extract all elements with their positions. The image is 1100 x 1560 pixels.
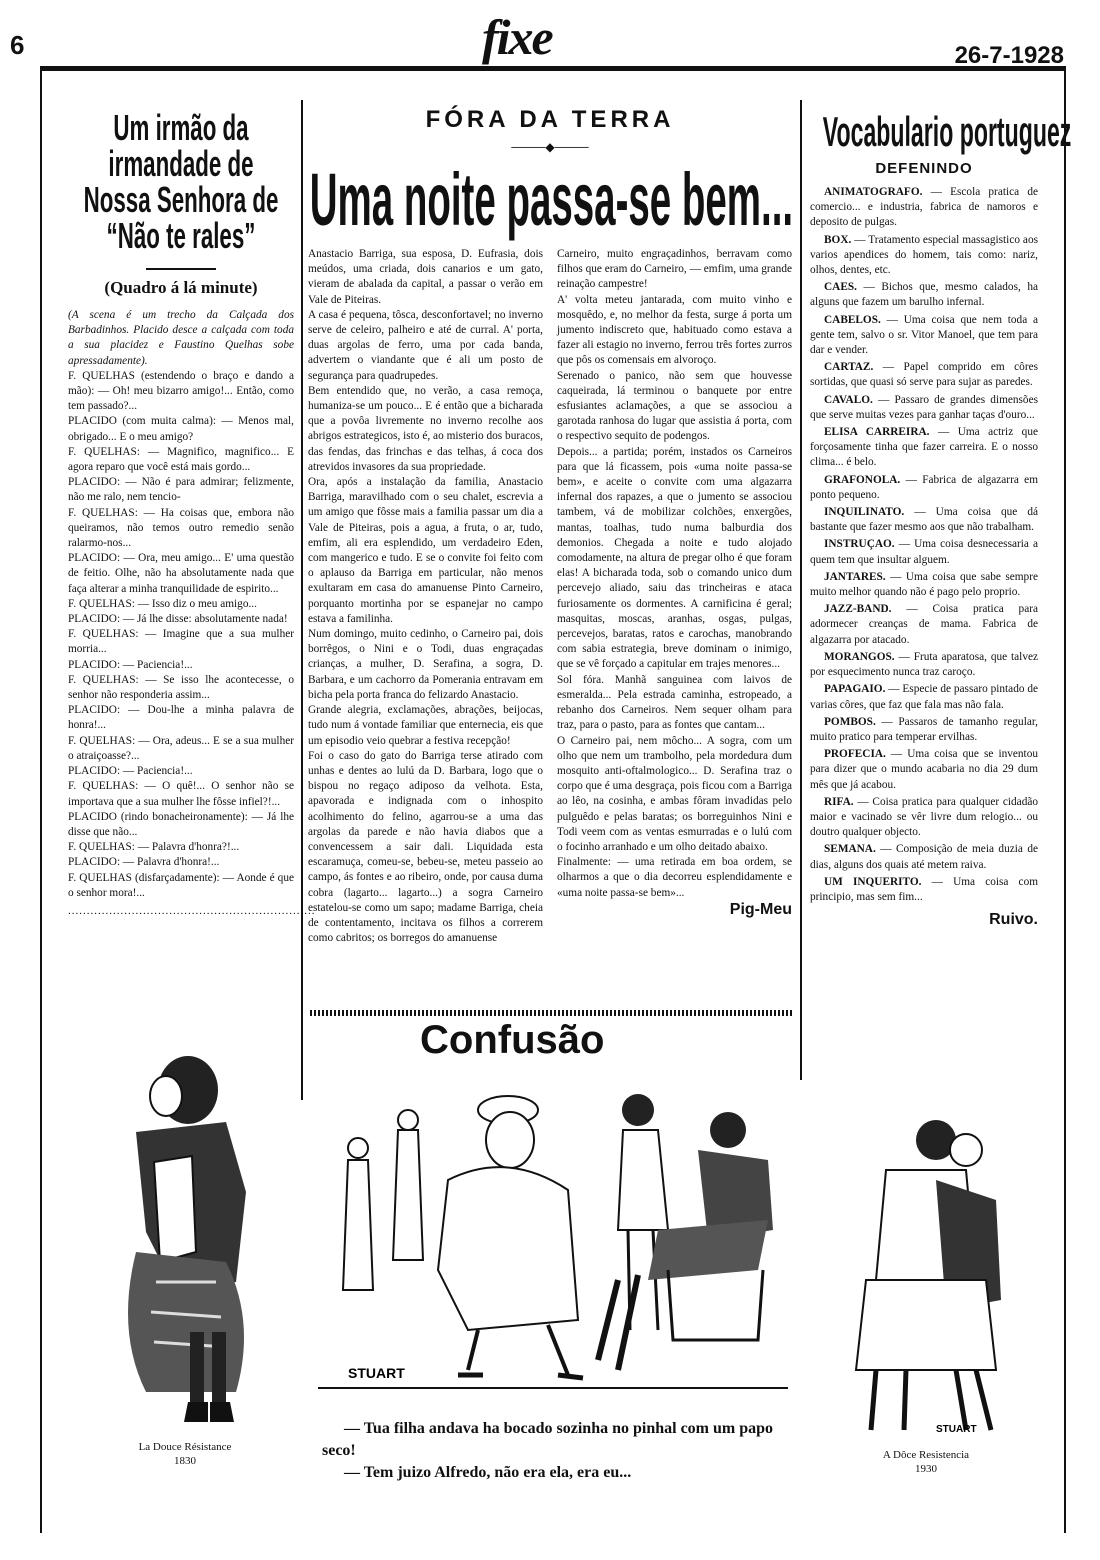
- vocabulary-entry: [810, 280, 1038, 310]
- vocabulary-term: CARTAZ.: [824, 361, 874, 374]
- paragraph: Anastacio Barriga, sua esposa, D. Eufrasia, dois meúdos, uma criada, dois canarios e um gato, vieram de abalada da capital, a passar o verão em Vale de Piteiras.: [308, 248, 543, 306]
- section-title-fora-da-terra: FÓRA DA TERRA: [425, 106, 675, 133]
- vocabulary-entry: [810, 185, 1038, 231]
- vocabulary-term: SEMANA.: [824, 843, 876, 856]
- dialogue-line: F. QUELHAS (estendendo o braço e dando a mão): — Oh! meu bizarro amigo!... Então, como tem passado?...: [68, 369, 294, 413]
- title-divider: [146, 268, 216, 270]
- article-subtitle-quadro: (Quadro á lá minute): [104, 278, 258, 297]
- vocabulary-entry: [810, 505, 1038, 535]
- stage-direction: (A scena é um trecho da Calçada dos Barbadinhos. Placido desce a calçada com toda a sua placidez e Faustino Quelhas sobe apressadamente).: [68, 309, 294, 367]
- dialogue-line: F. QUELHAS: — O quê!... O senhor não se importava que a sua mulher lhe fôsse infiel?!...: [68, 780, 294, 808]
- illustration-signature: STUART: [936, 1424, 977, 1435]
- illustration-douce-resistance: [96, 1032, 274, 1432]
- vocabulary-definition: — Passaros de tamanho regular, muito pratico para temperar ervilhas.: [810, 715, 1038, 743]
- vocabulary-entry: [810, 747, 1038, 793]
- paragraph: Bem entendido que, no verão, a casa remoça, humaniza-se um pouco... E é então que a bicharada que a povôa livremente no inverno recolhe aos abrigos estrategicos, isto é, ao misterio dos buracos, das fendas, das frinchas e das telhas, á coca dos atrevidos invasores da sua propriedade.: [308, 384, 543, 473]
- vocabulary-definition: — Papel comprido em côres sortidas, que quasi só serve para sujar as paredes.: [810, 361, 1039, 389]
- vocabulary-entry: [810, 360, 1038, 390]
- vocabulary-entry: [810, 842, 1038, 872]
- article-subtitle-defenindo: DEFENINDO: [875, 160, 973, 177]
- article-column-b: [557, 247, 792, 946]
- vocabulary-entry: [810, 313, 1038, 359]
- author-signature: Ruivo.: [989, 911, 1038, 929]
- vocabulary-entry: [810, 795, 1038, 841]
- dialogue-line: PLACIDO: — Já lhe disse: absolutamente nada!: [68, 613, 288, 626]
- vocabulary-term: BOX.: [824, 233, 852, 246]
- dialogue-line: PLACIDO (com muita calma): — Menos mal, obrigado... E o meu amigo?: [68, 415, 294, 443]
- dialogue-text: [68, 308, 294, 901]
- vocabulary-definition: — Tratamento especial massagistico aos varios apendices do homem, tais como: nariz, olhos, dentes, etc.: [810, 233, 1038, 277]
- caption-douce-resistance: [96, 1440, 274, 1468]
- cartoon-title: Confusão: [420, 1018, 605, 1062]
- article-title-vocabulario: Vocabulario portuguez: [822, 108, 1072, 155]
- vocabulary-definition: — Uma actriz que forçosamente tinha que fazer carreira. E o nosso clima... é belo.: [810, 426, 1038, 469]
- dotted-separator: ..................................................................: [68, 904, 316, 917]
- article-column-a: [308, 247, 543, 946]
- vocabulary-definition: — Coisa pratica para adormecer creanças de mama. Fabrica de algazarra por atacado.: [810, 603, 1038, 646]
- dialogue-line: F. QUELHAS: — Isso diz o meu amigo...: [68, 597, 257, 610]
- vocabulary-definition: — Escola pratica de comercio... e industria, fabrica de namoros e deposito de pulgas.: [810, 186, 1038, 229]
- column-rule-right: [800, 100, 802, 1080]
- vocabulary-entry: [810, 715, 1038, 745]
- vocabulary-definition: — Uma coisa que sabe sempre muito melhor quando não é pago pelo proprio.: [810, 570, 1038, 599]
- vocabulary-definition: — Fruta aparatosa, que talvez por esquecimento nunca traz caroço.: [810, 650, 1038, 679]
- paragraph: Ora, após a instalação da familia, Anastacio Barriga, maravilhado com o seu chalet, escrevia a um amigo que fôsse mais a familia passar um dia a Vale de Piteiras, pois a agua, a fruta, o ar, tudo, emfim, ali era esplendido, um verdadeiro Eden, com mangerico e tudo. E se o convite foi feito com o aplauso da Barriga em particular, não menos exultaram em casa do amanuense Pinto Carneiro, porquanto mortinha por se espanejar no campo estava a familinha.: [308, 476, 543, 625]
- dialogue-line: PLACIDO: — Paciencia!...: [68, 765, 193, 778]
- vocabulary-entry: [810, 473, 1038, 503]
- issue-date: 26-7-1928: [954, 42, 1064, 69]
- vocabulary-definition: — Coisa pratica para qualquer cidadão maior e vacinado se vêr livre dum relogio... ou doutro qualquer objecto.: [810, 795, 1039, 839]
- vocabulary-term: ELISA CARREIRA.: [824, 426, 930, 439]
- newspaper-logo: fixe: [482, 9, 552, 65]
- vocabulary-definition: — Bichos que, mesmo calados, ha alguns que fazem um barulho infernal.: [810, 281, 1038, 309]
- dialogue-line: PLACIDO: — Paciencia!...: [68, 658, 193, 671]
- hatched-divider: [310, 1010, 792, 1016]
- vocabulary-definition: — Uma coisa que nem toda a gente tem, salvo o sr. Vitor Manoel, que tem para dar e vender.: [810, 313, 1039, 357]
- paragraph: A casa é pequena, tôsca, desconfortavel; no inverno serve de celeiro, palheiro e até de curral. A' porta, duas argolas de ferro, uma por cada banda, advertem o viandante que é ali um posto de segurança para quadrupedes.: [308, 308, 543, 382]
- dialogue-line: PLACIDO: — Dou-lhe a minha palavra de honra!...: [68, 704, 294, 732]
- dialogue-line: PLACIDO: — Palavra d'honra!...: [68, 856, 220, 869]
- vocabulary-entry: [810, 875, 1038, 905]
- column-rule-left: [301, 100, 303, 1100]
- dialogue-line: F. QUELHAS: — Magnifico, magnifico... E agora reparo que você está mais gordo...: [68, 445, 294, 474]
- vocabulary-entry: [810, 682, 1038, 712]
- paragraph: Serenado o panico, não sem que houvesse caqueirada, lá terminou o banquete por entre esfusiantes aclamações, a que se associou a garotada ranhosa do lugar que assistia á porta, com o respectivo sequito de podengos.: [557, 369, 792, 443]
- caption-line: La Douce Résistance: [138, 1441, 232, 1453]
- page-number: 6: [10, 30, 25, 60]
- vocabulary-definition: — Uma coisa com principio, mas sem fim...: [810, 875, 1039, 903]
- paragraph: Num domingo, muito cedinho, o Carneiro pai, dois borrêgos, o Nini e o Todi, duas engraçadas crianças, a mulher, D. Serafina, a sogra, D. Barbara, e um cachorro da Pomerania entravam em bicha pela porta franca do felizardo Anastacio.: [308, 628, 543, 701]
- caption-doce-resistencia: [826, 1448, 1026, 1476]
- vocabulary-entry: [810, 570, 1038, 600]
- vocabulary-term: MORANGOS.: [824, 650, 895, 663]
- paragraph: A' volta meteu jantarada, com muito vinho e mosquêdo, e, no melhor da festa, surge á porta um jumento indiscreto que, habituado como estava a fazer ali estagio no inverno, ferrou três fortes zurros que pôs os comensais em alvoroço.: [557, 293, 792, 367]
- cartoon-signature: STUART: [348, 1365, 405, 1381]
- paragraph: Grande alegria, exclamações, abrações, beijocas, tudo num á vontade familiar que enternecia, eis que um episodio veio quebrar a festiva recepção!: [308, 704, 543, 747]
- ornament-divider: ────◆────: [511, 140, 589, 154]
- vocabulary-definition: — Especie de passaro pintado de varias côres, que faz que fala mas não fala.: [810, 683, 1039, 711]
- author-signature: Pig-Meu: [729, 900, 792, 918]
- vocabulary-term: JAZZ-BAND.: [824, 603, 892, 616]
- vocabulary-term: INQUILINATO.: [824, 506, 905, 519]
- dialogue-line: F. QUELHAS: — Ha coisas que, embora não queiramos, não temos outro remedio senão ralarmo-nos...: [68, 506, 294, 550]
- dialogue-line: PLACIDO: — Ora, meu amigo... E' uma questão de feitio. Olhe, não ha absolutamente nada que faça alterar a minha tranquilidade de espirito...: [68, 552, 294, 595]
- vocabulary-entry: [810, 602, 1038, 648]
- caption-year: 1830: [174, 1455, 196, 1467]
- caption-year: 1930: [915, 1463, 937, 1475]
- dialogue-line: PLACIDO: — Não é para admirar; felizmente, não me ralo, nem tencio-: [68, 476, 294, 504]
- vocabulary-term: CAVALO.: [824, 393, 873, 406]
- cartoon-confusao-drawing: [318, 1070, 788, 1400]
- vocabulary-term: PAPAGAIO.: [824, 683, 886, 696]
- dialogue-line: F. QUELHAS (disfarçadamente): — Aonde é que o senhor mora!...: [68, 871, 294, 899]
- article-title-irmao: Um irmão da irmandade de Nossa Senhora de “Não te rales”: [83, 107, 279, 256]
- vocabulary-definition: — Passaro de grandes dimensões que serve muitas vezes para ganhar taças d'ouro...: [810, 393, 1038, 421]
- vocabulary-term: GRAFONOLA.: [824, 473, 901, 486]
- vocabulary-entry: [810, 650, 1038, 680]
- paragraph: Finalmente: — uma retirada em boa ordem, se olharmos a que o dia decorreu esplendidamente e «uma noite passa-se bem»...: [557, 856, 792, 899]
- vocabulary-definition: — Uma coisa que se inventou para dizer que o mundo acabaria no dia 29 dum mês que já acabou.: [810, 748, 1038, 791]
- illustration-doce-resistencia: [826, 1110, 1026, 1440]
- vocabulary-term: ANIMATOGRAFO.: [824, 186, 923, 198]
- vocabulary-term: JANTARES.: [824, 570, 886, 583]
- vocabulary-term: RIFA.: [824, 795, 854, 808]
- vocabulary-term: PROFECIA.: [824, 748, 886, 761]
- masthead: [0, 0, 1100, 70]
- dialogue-line: F. QUELHAS: — Imagine que a sua mulher morria...: [68, 628, 294, 656]
- dialogue-line: PLACIDO (rindo bonacheironamente): — Já lhe disse que não...: [68, 810, 294, 838]
- vocabulary-term: CAES.: [824, 281, 857, 294]
- vocabulary-list: [810, 185, 1038, 905]
- vocabulary-entry: [810, 393, 1038, 423]
- vocabulary-definition: — Composição de meia duzia de dias, alguns dos quais até metem raiva.: [810, 843, 1038, 871]
- paragraph: Sol fóra. Manhã sanguinea com laivos de esmeralda... Pela estrada caminha, estropeado, a rebanho dos Carneiros. Nem sequer olham para traz, para o pasto, para as fontes que cantam...: [557, 673, 792, 732]
- vocabulary-definition: — Uma coisa que dá bastante que fazer mesmo aos que não trabalham.: [810, 506, 1038, 534]
- vocabulary-definition: — Uma coisa desnecessaria a quem tem que insultar alguem.: [810, 538, 1039, 566]
- vocabulary-entry: [810, 233, 1038, 279]
- paragraph: Carneiro, muito engraçadinhos, berravam como filhos que eram do Carneiro, — emfim, uma grande reinação campestre!: [557, 248, 792, 291]
- vocabulary-term: POMBOS.: [824, 715, 876, 728]
- paragraph: O Carneiro pai, nem môcho... A sogra, com um olho que nem um trambolho, pela mordedura dum mosquito anti-oftalmologico... D. Serafina traz o corpo que é uma desgraça, pois ficou com a Barriga ao lêo, na cosinha, e ambas fôram invadidas pelo pulguêdo e pelas baratas; os borreguinhos Nini e Todi veem com as ventas esmurradas e o lulú com o focinho arranhado e um olho deitado abaixo.: [557, 734, 792, 853]
- vocabulary-term: CABELOS.: [824, 313, 881, 326]
- paragraph: Depois... a partida; porém, instados os Carneiros para que lá ficassem, pois «uma noite passa-se bem», e aceite o convite com uma algazarra infernal dos rapazes, a que o jumento se associou tambem, vá de mobilizar colchões, enxergões, mantas, toalhas, tudo numa balburdia dos demonios. Chegada a noite e tudo alojado comodamente, na altura de pregar olho é que foram elas! A bicharada toda, sob o comando unico dum percevejo aliado, saiu das trincheiras e ataca furiosamente os dormentes. A carnificina é geral; masquitas, moscas, aranhas, osgas, pulgas, percevejos, baratas, ratos e carochas, manobrando com sabia estrategia, breve dominam o inimigo, que se vê forçado a capitular em trajes menores...: [557, 445, 792, 671]
- vocabulary-entry: [810, 425, 1038, 471]
- cartoon-caption: [322, 1418, 792, 1484]
- vocabulary-definition: — Fabrica de algazarra em ponto pequeno.: [810, 473, 1038, 501]
- article-body: [308, 247, 792, 946]
- caption-line-2: — Tem juizo Alfredo, não era ela, era eu...: [344, 1464, 632, 1481]
- dialogue-line: F. QUELHAS: — Ora, adeus... E se a sua mulher o atraiçoasse?...: [68, 734, 294, 762]
- paragraph: Foi o caso do gato do Barriga terse atirado com unhas e dentes ao lulú da D. Barbara, logo que o bispou no regaço adiposo da velhota. Esta, apavorada e indignada com o inhospito acolhimento do felino, agarrou-se a uma das argolas da parede e não havia diabos que a convencessem a sair dali. Liquidada esta escaramuça, comeu-se, bebeu-se, meteu passeio ao campo, ás fontes e ao ribeiro, onde, por causa duma cobra (lagarto... lagarto...) a sogra Carneiro estatelou-se como um sapo; madame Barriga, cheia de contentamento, incitava os filhos a correrem como cabritos; os borregos do amanuense: [308, 749, 543, 945]
- vocabulary-term: INSTRUÇAO.: [824, 538, 895, 551]
- dialogue-line: F. QUELHAS: — Palavra d'honra?!...: [68, 841, 240, 854]
- article-title-noite: Uma noite passa-se bem...: [309, 158, 794, 241]
- vocabulary-term: UM INQUERITO.: [824, 875, 922, 888]
- caption-line-1: — Tua filha andava ha bocado sozinha no pinhal com um papo seco!: [322, 1420, 774, 1459]
- dialogue-line: F. QUELHAS: — Se isso lhe acontecesse, o senhor não responderia assim...: [68, 673, 294, 702]
- vocabulary-entry: [810, 537, 1038, 567]
- caption-line: A Dôce Resistencia: [882, 1449, 970, 1461]
